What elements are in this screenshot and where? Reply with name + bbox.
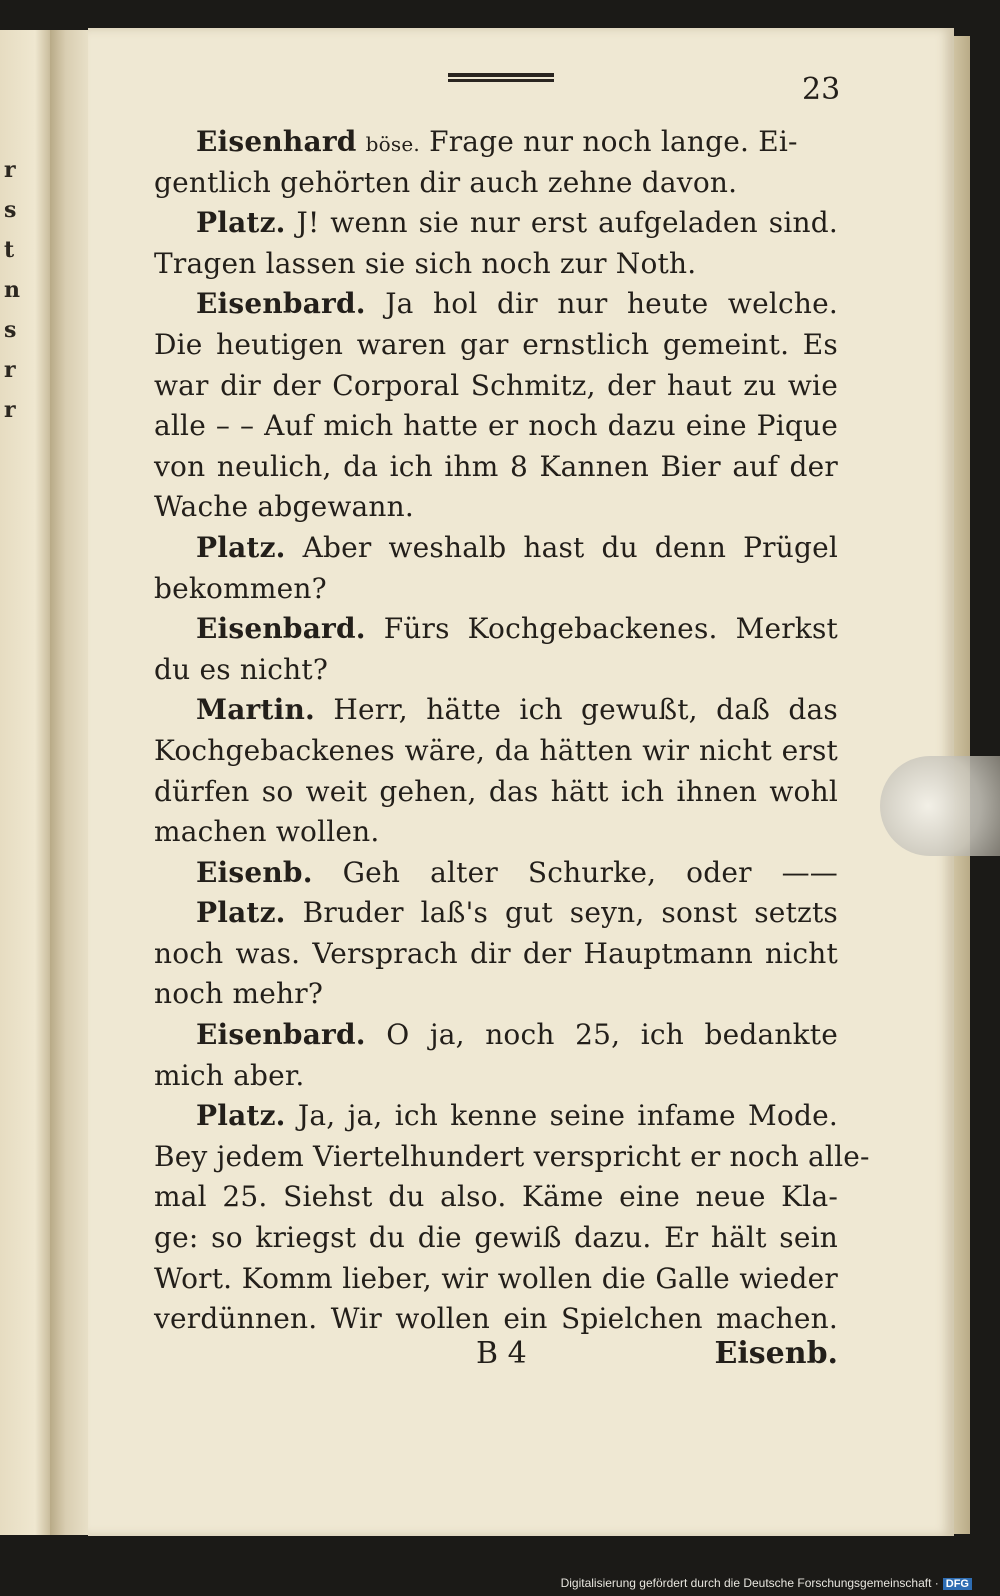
text-line [154, 284, 838, 325]
text-line [154, 325, 838, 366]
text-line [154, 853, 838, 894]
speaker-name: Platz. [196, 530, 286, 564]
page-footer [154, 1336, 838, 1378]
text-line [154, 974, 838, 1015]
line-text: Kochgebackenes wäre, da hätten wir nicht erst [154, 733, 838, 767]
line-text: Aber weshalb hast du denn Prügel [302, 530, 838, 564]
text-line [154, 812, 838, 853]
text-line [154, 528, 838, 569]
line-text: verdünnen. Wir wollen ein Spielchen machen. [154, 1302, 838, 1336]
line-text: Wache abgewann. [154, 490, 414, 524]
line-text: mich aber. [154, 1058, 305, 1092]
text-line [154, 1137, 870, 1178]
book-gutter [50, 30, 90, 1535]
line-text: Bruder laß's gut seyn, sonst setzts [302, 896, 839, 930]
text-line [154, 366, 838, 407]
speaker-name: Eisenb. [196, 855, 313, 889]
text-line [154, 690, 838, 731]
line-text: bekommen? [154, 571, 327, 605]
header-rule [448, 73, 554, 82]
catchword: Eisenb. [714, 1336, 838, 1371]
line-text: Ja hol dir nur heute welche. [385, 287, 838, 321]
line-text: alle – – Auf mich hatte er noch dazu eine Pique [154, 409, 838, 443]
line-text: noch mehr? [154, 977, 324, 1011]
text-line [154, 1299, 838, 1340]
facing-page-letters: r s t n s r r [4, 157, 20, 423]
text-line [154, 569, 838, 610]
credit-text: Digitalisierung gefördert durch die Deutsche Forschungsgemeinschaft · [560, 1576, 939, 1590]
speaker-name: Eisenhard [196, 125, 357, 158]
text-line [154, 406, 838, 447]
stage-direction: böse. [365, 132, 420, 156]
page-clip [880, 756, 1000, 856]
text-line [154, 447, 838, 488]
line-text: J! wenn sie nur erst aufgeladen sind. [296, 206, 838, 240]
speaker-name: Platz. [196, 206, 286, 240]
line-text: noch was. Versprach dir der Hauptmann nicht [154, 936, 838, 970]
line-text: Tragen lassen sie sich noch zur Noth. [154, 246, 697, 280]
line-text: Ja, ja, ich kenne seine infame Mode. [297, 1099, 838, 1133]
line-text: du es nicht? [154, 652, 329, 686]
line-text: O ja, noch 25, ich bedankte [386, 1018, 838, 1052]
line-text: war dir der Corporal Schmitz, der haut zu wie [154, 368, 838, 402]
text-line [154, 934, 838, 975]
text-line [154, 609, 838, 650]
dfg-logo: DFG [943, 1578, 972, 1590]
line-text: dürfen so weit gehen, das hätt ich ihnen wohl [154, 774, 838, 808]
text-line [154, 1096, 838, 1137]
page-number: 23 [802, 72, 841, 107]
text-line [154, 893, 838, 934]
line-text: ge: so kriegst du die gewiß dazu. Er hält sein [154, 1221, 838, 1255]
line-text: machen wollen. [154, 815, 380, 849]
line-text: Fürs Kochgebackenes. Merkst [383, 612, 838, 646]
text-line [154, 487, 838, 528]
text-line [154, 163, 838, 204]
line-text: Frage nur noch lange. Ei- [429, 125, 798, 158]
text-line [154, 650, 838, 691]
text-line [154, 731, 838, 772]
speaker-name: Platz. [196, 896, 286, 930]
text-line [154, 1015, 838, 1056]
text-line [154, 1259, 838, 1300]
line-text: Herr, hätte ich gewußt, daß das [333, 693, 838, 727]
speaker-name: Eisenbard. [196, 612, 366, 646]
signature-mark: B 4 [476, 1336, 527, 1371]
line-text: von neulich, da ich ihm 8 Kannen Bier auf der [154, 449, 838, 483]
line-text: mal 25. Siehst du also. Käme eine neue Kla- [154, 1180, 838, 1214]
speaker-name: Eisenbard. [196, 1018, 366, 1052]
line-text: Bey jedem Viertelhundert verspricht er noch alle- [154, 1139, 870, 1173]
text-line [154, 203, 838, 244]
text-block [154, 122, 870, 1340]
speaker-name: Eisenbard. [196, 287, 366, 321]
text-line [154, 122, 838, 163]
speaker-name: Platz. [196, 1099, 286, 1133]
text-line [154, 1177, 838, 1218]
facing-page-edge [0, 30, 50, 1535]
digitization-credit [561, 1576, 972, 1590]
line-text: Die heutigen waren gar ernstlich gemeint. Es [154, 327, 838, 361]
line-text: Geh alter Schurke, oder —— [342, 855, 838, 889]
text-line [154, 772, 838, 813]
text-line [154, 1056, 838, 1097]
line-text: Wort. Komm lieber, wir wollen die Galle wieder [154, 1261, 838, 1295]
text-line [154, 1218, 838, 1259]
text-line [154, 244, 838, 285]
speaker-name: Martin. [196, 693, 315, 727]
line-text: gentlich gehörten dir auch zehne davon. [154, 165, 738, 199]
